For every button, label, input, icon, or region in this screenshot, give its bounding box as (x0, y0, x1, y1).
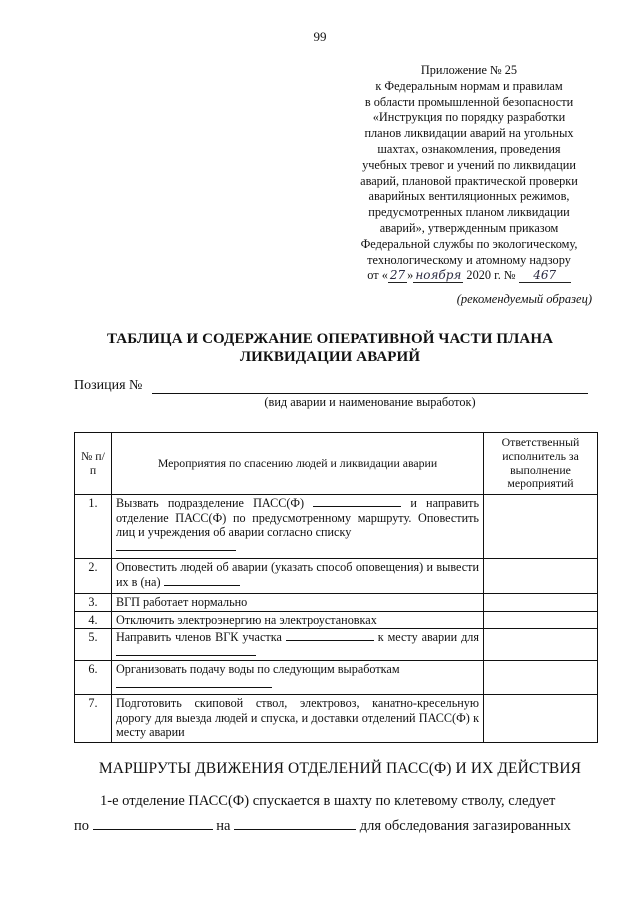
blank-line (313, 496, 401, 507)
header-responsible: Ответственный исполнитель за выполнение мероприятий (484, 433, 598, 495)
table-header-row (75, 433, 598, 495)
table-row (75, 661, 598, 695)
row-num: 2. (75, 559, 112, 594)
blank-line (116, 540, 236, 551)
row-responsible (484, 495, 598, 559)
row-responsible (484, 695, 598, 743)
page-number: 99 (313, 29, 327, 44)
appendix-line: учебных тревог и учений по ликвидации (362, 157, 576, 172)
row-action (112, 661, 484, 695)
blank-line (286, 630, 374, 641)
appendix-line: к Федеральным нормам и правилам (375, 78, 563, 93)
row-num: 1. (75, 495, 112, 559)
actions-table (74, 432, 598, 743)
row-text-a: Организовать подачу воды по следующим выработкам (116, 662, 400, 676)
appendix-line: аварий, плановой практической проверки (360, 173, 578, 188)
appendix-line: технологическому и атомному надзору (367, 252, 571, 267)
document-title (60, 330, 600, 366)
row-action: ВГП работает нормально (112, 594, 484, 612)
row-responsible (484, 559, 598, 594)
row-text-a: Направить членов ВГК участка (116, 630, 282, 644)
date-prefix: от « (367, 268, 388, 283)
title-line-1: ТАБЛИЦА И СОДЕРЖАНИЕ ОПЕРАТИВНОЙ ЧАСТИ ПЛАНА (106, 331, 554, 347)
appendix-line: Федеральной службы по экологическому, (360, 236, 578, 251)
para-text-a: по (74, 818, 90, 834)
row-action: Отключить электроэнергию на электроустановках (112, 611, 484, 629)
row-action (112, 559, 484, 594)
routes-title: МАРШРУТЫ ДВИЖЕНИЯ ОТДЕЛЕНИЙ ПАСС(Ф) И ИХ ДЕЙСТВИЯ (98, 760, 582, 777)
handwritten-month: ноября (415, 268, 462, 283)
date-mid: » (407, 268, 414, 283)
row-text-b: к месту аварии для (377, 630, 479, 644)
handwritten-day: 27 (389, 268, 406, 283)
blank-line (116, 645, 256, 656)
appendix-block (330, 63, 608, 284)
appendix-line: предусмотренных планом ликвидации (368, 205, 570, 220)
order-date-line (330, 268, 608, 284)
appendix-line: аварийных вентиляционных режимов, (368, 189, 570, 204)
table-row (75, 559, 598, 594)
row-num: 3. (75, 594, 112, 612)
para-text-c: для обследования загазированных (359, 818, 571, 834)
table-row (75, 495, 598, 559)
row-responsible (484, 661, 598, 695)
row-text-b: и направить отделение ПАСС(Ф) по предусмотренному маршруту. Оповестить лиц и учреждения об аварии согласно списку (116, 496, 480, 539)
row-num: 6. (75, 661, 112, 695)
para-text-b: на (216, 818, 231, 834)
routes-paragraph-1: 1-е отделение ПАСС(Ф) спускается в шахту по клетевому стволу, следует (100, 793, 556, 809)
routes-paragraph-2 (74, 818, 596, 835)
row-responsible (484, 594, 598, 612)
row-num: 5. (75, 629, 112, 661)
date-year: 2020 г. № (466, 268, 516, 283)
appendix-line: «Инструкция по порядку разработки (372, 110, 566, 125)
header-num: № п/п (75, 433, 112, 495)
appendix-line: Приложение № 25 (420, 63, 518, 77)
appendix-line: аварий», утвержденным приказом (379, 220, 559, 235)
position-label: Позиция № (74, 378, 143, 393)
blank-line (93, 819, 213, 830)
title-line-2: ЛИКВИДАЦИИ АВАРИЙ (239, 349, 421, 365)
position-fill-line (152, 393, 588, 394)
row-text-a: Вызвать подразделение ПАСС(Ф) (116, 496, 305, 510)
header-action: Мероприятия по спасению людей и ликвидации аварии (112, 433, 484, 495)
appendix-line: шахтах, ознакомления, проведения (377, 141, 561, 156)
row-num: 7. (75, 695, 112, 743)
blank-line (116, 677, 272, 688)
recommended-sample-note: (рекомендуемый образец) (456, 292, 592, 306)
position-caption: (вид аварии и наименование выработок) (264, 395, 476, 409)
handwritten-order-number: 467 (519, 269, 571, 283)
blank-line (164, 575, 240, 586)
table-row (75, 695, 598, 743)
appendix-line: в области промышленной безопасности (364, 94, 574, 109)
table-row (75, 594, 598, 612)
row-responsible (484, 611, 598, 629)
row-responsible (484, 629, 598, 661)
row-num: 4. (75, 611, 112, 629)
row-text-a: Оповестить людей об аварии (указать способ оповещения) и вывести их в (на) (116, 560, 479, 589)
appendix-line: планов ликвидации аварий на угольных (364, 126, 574, 141)
row-action: Подготовить скиповой ствол, электровоз, канатно-кресельную дорогу для выезда людей и спуска, и доставки отделений ПАСС(Ф) к месту аварии (112, 695, 484, 743)
blank-line (234, 819, 356, 830)
table-row (75, 629, 598, 661)
row-action (112, 629, 484, 661)
table-row (75, 611, 598, 629)
row-action (112, 495, 484, 559)
